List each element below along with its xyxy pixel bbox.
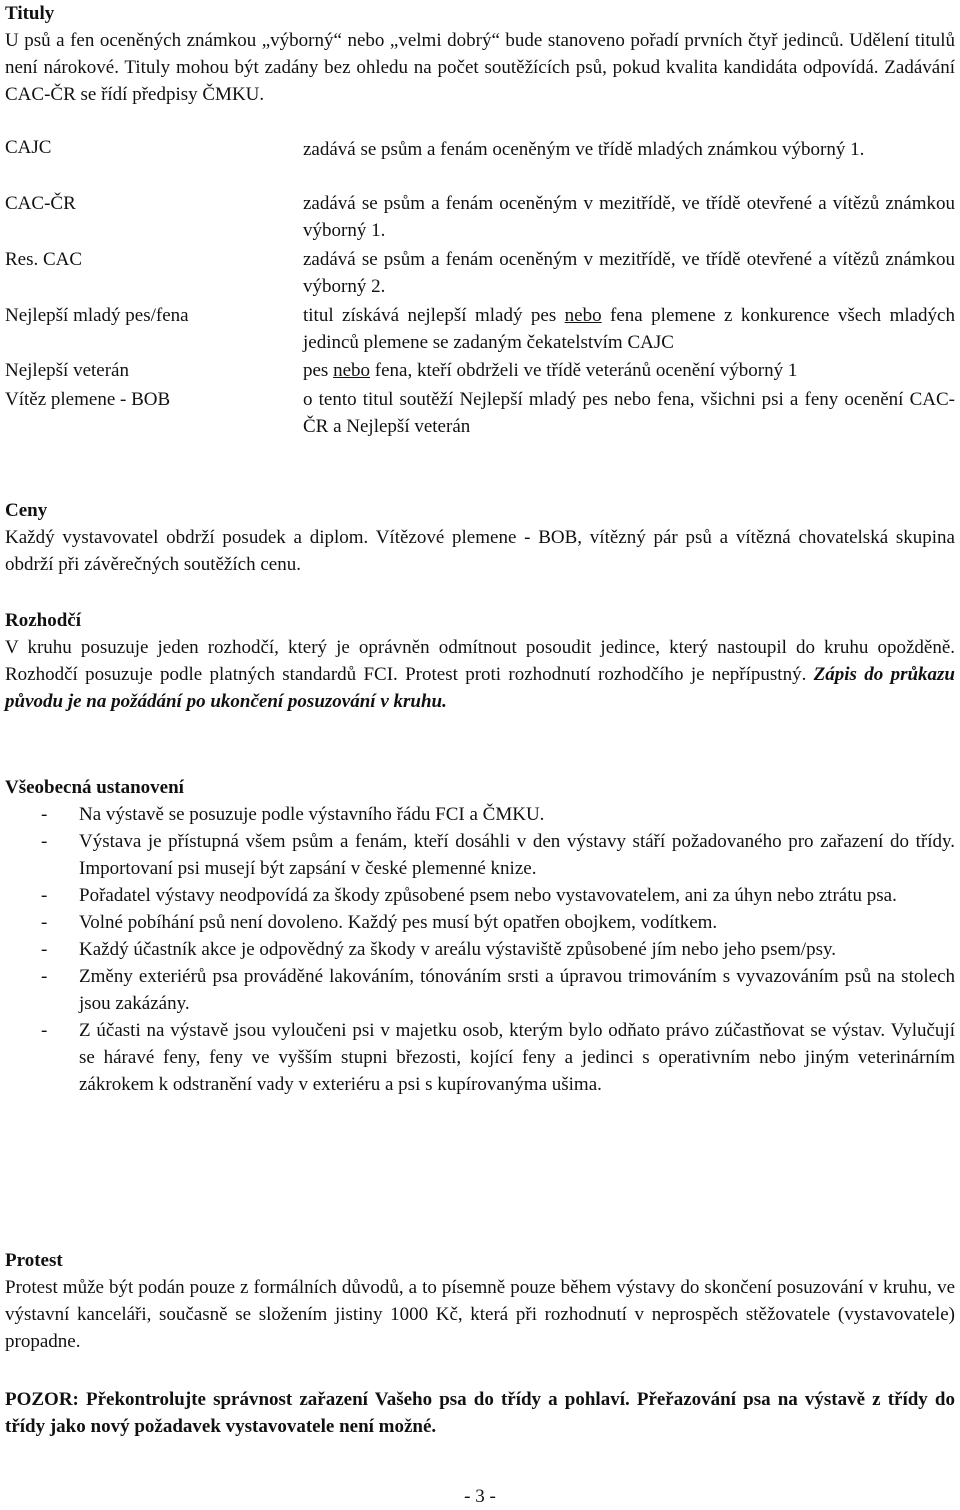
rules-list (5, 801, 955, 1098)
dash-bullet: - (41, 912, 48, 933)
desc-underlined: nebo (333, 360, 371, 381)
dash-bullet: - (41, 831, 48, 852)
section-pozor (5, 1386, 955, 1440)
desc-underlined: nebo (564, 305, 602, 326)
list-item-text: Každý účastník akce je odpovědný za škody v areálu výstaviště způsobené jím nebo jeho psem/psy. (79, 939, 836, 960)
desc-text: fena, kteří obdrželi ve třídě veteránů ocenění výborný 1 (370, 360, 798, 381)
dash-bullet: - (41, 939, 48, 960)
title-description (303, 357, 955, 384)
rozhodci-emphasis: Zápis do průkazu původu je na požádání po ukončení posuzování v kruhu. (5, 664, 955, 712)
dash-bullet: - (41, 804, 48, 825)
protest-paragraph: Protest může být podán pouze z formálních důvodů, a to písemně pouze během výstavy do skončení posuzování v kruhu, ve výstavní kanceláři, současně se složením jistiny 1000 Kč, která při rozhodnutí v neprospěch stěžovatele (vystavovatele) propadne. (5, 1277, 955, 1352)
dash-bullet: - (41, 966, 48, 987)
section-heading-rozhodci: Rozhodčí (5, 610, 81, 631)
section-ustanoveni (5, 774, 955, 1098)
title-label: CAJC (5, 137, 52, 158)
section-ceny (5, 497, 955, 578)
section-rozhodci (5, 607, 955, 715)
list-item-text: Výstava je přístupná všem psům a fenám, kteří dosáhli v den výstavy stáří požadovaného pro zařazení do třídy. Importovaní psi musejí být zapsání v české plemenné knize. (79, 831, 955, 879)
title-description: zadává se psům a fenám oceněným ve třídě mladých známkou výborný 1. (303, 139, 865, 160)
list-item (5, 882, 955, 909)
section-heading-tituly: Tituly (5, 3, 55, 24)
title-description: zadává se psům a fenám oceněným v mezitřídě, ve třídě otevřené a vítězů známkou výborný 2. (303, 249, 955, 297)
desc-text: pes (303, 360, 334, 381)
list-item (5, 828, 955, 882)
list-item-text: Z účasti na výstavě jsou vyloučeni psi v majetku osob, kterým bylo odňato právo zúčastňovat se výstav. Vylučují se háravé feny, feny ve vyšším stupni březosti, kojící feny a jedinci s operativním nebo jiným veterinárním zákrokem k odstranění vady v exteriéru a psi s kupírovanýma ušima. (79, 1020, 955, 1095)
list-item-text: Na výstavě se posuzuje podle výstavního řádu FCI a ČMKU. (79, 804, 545, 825)
title-label: Nejlepší veterán (5, 360, 129, 381)
dash-bullet: - (41, 885, 48, 906)
list-item (5, 909, 955, 936)
list-item-text: Volné pobíhání psů není dovoleno. Každý pes musí být opatřen obojkem, vodítkem. (79, 912, 718, 933)
title-description: zadává se psům a fenám oceněným v mezitřídě, ve třídě otevřené a vítězů známkou výborný 1. (303, 193, 955, 241)
list-item (5, 936, 955, 963)
section-tituly (5, 0, 955, 108)
desc-text: titul získává nejlepší mladý pes (303, 305, 565, 326)
section-heading-ustanoveni: Všeobecná ustanovení (5, 777, 184, 798)
rozhodci-text: V kruhu posuzuje jeden rozhodčí, který je oprávněn odmítnout posoudit jedince, který nastoupil do kruhu opožděně. Rozhodčí posuzuje podle platných standardů FCI. Protest proti rozhodnutí rozhodčího je nepřípustný. (5, 637, 955, 685)
section-heading-protest: Protest (5, 1250, 63, 1271)
list-item (5, 963, 955, 1017)
list-item-text: Změny exteriérů psa prováděné lakováním, tónováním srsti a úpravou trimováním s vyvazováním psů na stolech jsou zakázány. (79, 966, 955, 1014)
section-heading-ceny: Ceny (5, 500, 48, 521)
ceny-paragraph: Každý vystavovatel obdrží posudek a diplom. Vítězové plemene - BOB, vítězný pár psů a vítězná chovatelská skupina obdrží při závěrečných soutěžích cenu. (5, 527, 955, 575)
list-item (5, 801, 955, 828)
tituly-paragraph: U psů a fen oceněných známkou „výborný“ nebo „velmi dobrý“ bude stanoveno pořadí prvních čtyř jedinců. Udělení titulů není nárokové. Tituly mohou být zadány bez ohledu na počet soutěžících psů, pokud kvalita kandidáta odpovídá. Zadávání CAC-ČR se řídí předpisy ČMKU. (5, 30, 955, 105)
desc-text: fena plemene z konkurence všech mladých jedinců plemene se zadaným čekatelstvím CAJC (303, 305, 955, 353)
title-description (303, 302, 955, 356)
section-protest (5, 1247, 955, 1355)
list-item-text: Pořadatel výstavy neodpovídá za škody způsobené psem nebo vystavovatelem, ani za úhyn nebo ztrátu psa. (79, 885, 897, 906)
rozhodci-paragraph (5, 634, 955, 715)
warning-notice: POZOR: Překontrolujte správnost zařazení Vašeho psa do třídy a pohlaví. Přeřazování psa na výstavě z třídy do třídy jako nový požadavek vystavovatele není možné. (5, 1389, 955, 1437)
title-label: Nejlepší mladý pes/fena (5, 305, 189, 326)
title-label: Vítěz plemene - BOB (5, 389, 171, 410)
title-label: CAC-ČR (5, 193, 76, 214)
title-description: o tento titul soutěží Nejlepší mladý pes nebo fena, všichni psi a feny ocenění CAC-ČR a Nejlepší veterán (303, 389, 955, 437)
page-number: - 3 - (464, 1486, 496, 1507)
dash-bullet: - (41, 1020, 48, 1041)
list-item (5, 1017, 955, 1098)
title-label: Res. CAC (5, 249, 83, 270)
